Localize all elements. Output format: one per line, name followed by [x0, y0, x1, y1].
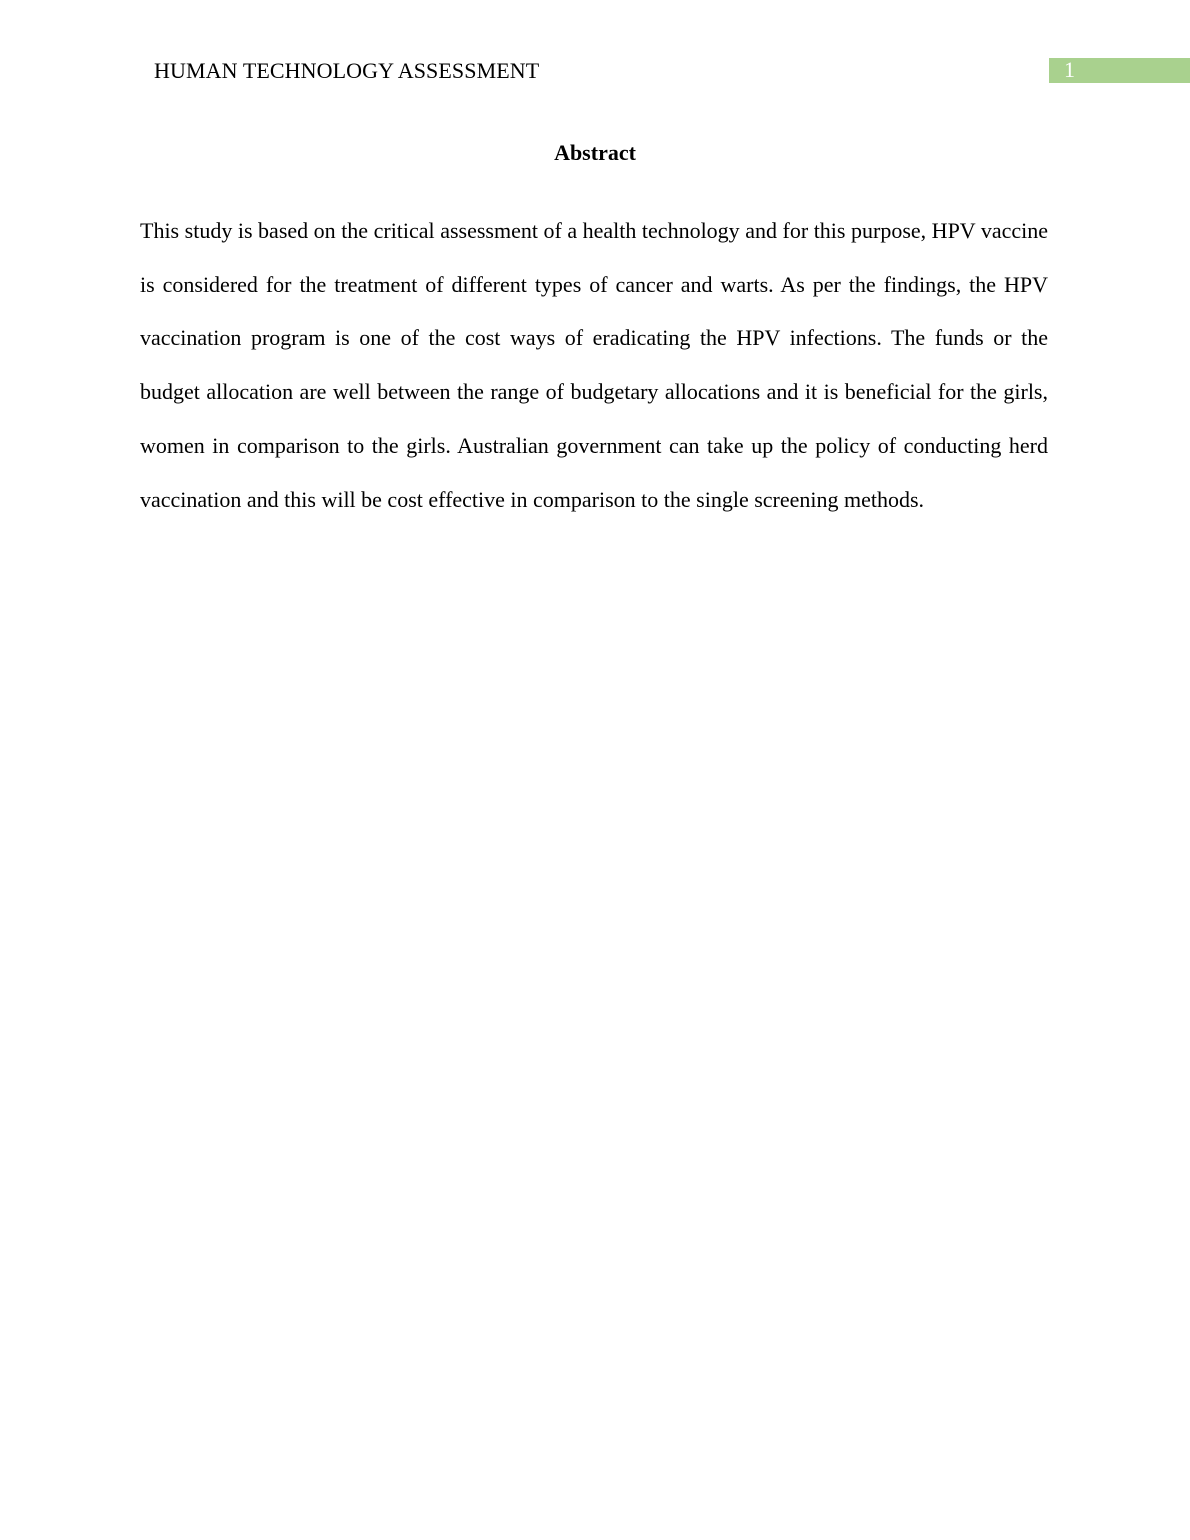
page-number: 1	[1064, 57, 1075, 82]
abstract-heading: Abstract	[554, 140, 636, 165]
abstract-paragraph: This study is based on the critical assessment of a health technology and for this purpose, HPV vaccine is considered for the treatment of different types of cancer and warts. As per the findings, the HPV vaccination program is one of the cost ways of eradicating the HPV infections. The funds or the budget allocation are well between the range of budgetary allocations and it is beneficial for the girls, women in comparison to the girls. Australian government can take up the policy of conducting herd vaccination and this will be cost effective in comparison to the single screening methods.	[140, 218, 1048, 512]
page-number-badge	[1049, 58, 1190, 83]
running-head: HUMAN TECHNOLOGY ASSESSMENT	[154, 58, 540, 83]
